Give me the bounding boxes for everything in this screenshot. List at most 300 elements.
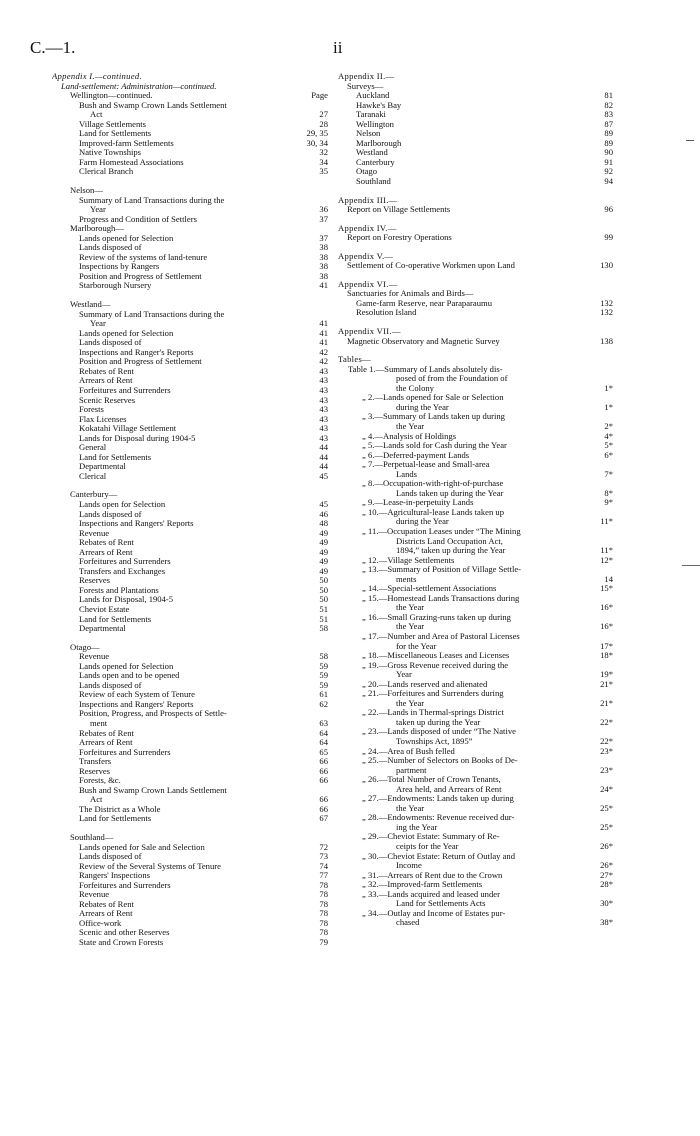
table-dot: . [376, 507, 379, 517]
entry-line [52, 748, 328, 758]
entry-line [52, 215, 328, 225]
page-number: ii [333, 38, 343, 57]
entry-text: Bush and Swamp Crown Lands Settlement [79, 785, 227, 795]
entry-text: Lands disposed of [79, 852, 142, 862]
page-ref: 49 [315, 567, 328, 577]
page-ref: 44 [315, 453, 328, 463]
entry-text: General [79, 443, 107, 453]
entry-text: Departmental [79, 624, 126, 634]
table-number: 8 [367, 479, 373, 489]
entry-line [338, 594, 613, 604]
entry-text: Position, Progress, and Prospects of Settle- [79, 709, 227, 719]
page-ref: 79 [315, 938, 328, 948]
entry-line [338, 101, 613, 111]
entry-line [52, 605, 328, 615]
entry-text: Southland [356, 177, 391, 187]
entry-text: —Special-settlement Associations [378, 584, 497, 594]
table-number: 12 [367, 555, 377, 565]
table-entry [338, 441, 613, 451]
page-ref: 66 [315, 805, 328, 815]
entry-line [52, 928, 328, 938]
entry-line [338, 365, 613, 375]
table-number: 17 [367, 631, 377, 641]
entry-text: —Cheviot Estate: Return of Outlay and [378, 851, 515, 861]
entry-line [338, 794, 613, 804]
entry-text: —Lands sold for Cash during the Year [374, 441, 507, 451]
entry-line [52, 871, 328, 881]
table-dot: . [372, 460, 375, 470]
entry-line [52, 262, 328, 272]
entry-text: Land for Settlements [79, 614, 152, 624]
entry-line [52, 786, 328, 796]
document-code: C.—1. [30, 38, 76, 57]
entry-line [52, 862, 328, 872]
entry-text: the Colony [396, 383, 434, 393]
page-ref: 12* [596, 556, 613, 566]
page-ref: 43 [315, 386, 328, 396]
table-entry [338, 756, 613, 775]
table-entry [338, 565, 613, 584]
entry-text: Land for Settlements [79, 814, 152, 824]
table-prefix: „ [362, 870, 368, 880]
entry-line [338, 82, 613, 92]
entry-text: Summary of Land Transactions during the [79, 309, 225, 319]
table-prefix: „ [362, 498, 368, 508]
page-ref: 91 [600, 158, 613, 168]
table-number: 16 [367, 612, 377, 622]
entry-text: Wellington [356, 119, 394, 129]
entry-text: Marlborough [356, 138, 402, 148]
page-ref: 82 [600, 101, 613, 111]
table-entry [338, 412, 613, 431]
entry-text: Land for Settlements [79, 129, 152, 139]
table-number: 19 [367, 660, 377, 670]
entry-text: Year [90, 205, 106, 215]
entry-line [52, 776, 328, 786]
table-prefix: „ [362, 441, 368, 451]
entry-text: —Lands opened for Sale or Selection [374, 393, 504, 403]
table-entry [338, 451, 613, 461]
entry-text: Position and Progress of Settlement [79, 357, 202, 367]
entry-text: —Summary of Position of Village Settle- [378, 565, 522, 575]
entry-text: Inspections and Rangers' Reports [79, 519, 194, 529]
entry-line [338, 289, 613, 299]
entry-line [338, 527, 613, 537]
table-dot: . [376, 593, 379, 603]
table-number: 34 [367, 908, 377, 918]
entry-line [52, 272, 328, 282]
entry-line [338, 470, 613, 480]
entry-line [52, 376, 328, 386]
spacer [52, 824, 328, 833]
entry-line [338, 196, 613, 206]
entry-line [338, 432, 613, 442]
entry-text: Resolution Island [356, 308, 417, 318]
entry-text: Clerical Branch [79, 167, 134, 177]
entry-line [338, 756, 613, 766]
entry-line [338, 460, 613, 470]
entry-line [338, 622, 613, 632]
entry-line [338, 727, 613, 737]
page-ref: 42 [315, 357, 328, 367]
entry-text: —Homestead Lands Transactions during [378, 593, 520, 603]
entry-line [338, 167, 613, 177]
spacer [338, 215, 613, 224]
entry-text: Progress and Condition of Settlers [79, 214, 197, 224]
page-ref: 77 [315, 871, 328, 881]
page-ref: 5* [600, 441, 613, 451]
page-ref: 36 [315, 205, 328, 215]
table-dot: . [376, 794, 379, 804]
page-ref: 41 [315, 281, 328, 291]
entry-text: Surveys— [347, 81, 384, 91]
entry-line [52, 224, 328, 234]
entry-text: Westland [356, 148, 388, 158]
entry-line [52, 196, 328, 206]
entry-text: —Summary of Lands taken up during [374, 412, 505, 422]
entry-text: —Village Settlements [378, 555, 455, 565]
page-ref: 49 [315, 557, 328, 567]
entry-text: Income [396, 861, 422, 871]
entry-text: —Number and Area of Pastoral Licenses [378, 631, 520, 641]
page-ref: 23* [596, 766, 613, 776]
page-ref: 38 [315, 272, 328, 282]
entry-text: Scenic Reserves [79, 395, 136, 405]
entry-line [338, 909, 613, 919]
table-dot: . [376, 689, 379, 699]
entry-text: —Gross Revenue received during the [378, 660, 509, 670]
table-prefix: „ [362, 555, 368, 565]
page-ref: 66 [315, 767, 328, 777]
entry-text: Land for Settlements Acts [396, 899, 486, 909]
entry-line [338, 852, 613, 862]
entry-line [338, 565, 613, 575]
page-ref: 30* [596, 899, 613, 909]
page-ref: 61 [315, 690, 328, 700]
page-ref: 78 [315, 909, 328, 919]
entry-text: Act [90, 110, 103, 120]
entry-text: Summary of Land Transactions during the [79, 195, 225, 205]
entry-line [52, 681, 328, 691]
entry-line [338, 603, 613, 613]
entry-text: Arrears of Rent [79, 376, 133, 386]
entry-line [52, 586, 328, 596]
entry-text: Lands [396, 469, 418, 479]
spacer [338, 243, 613, 252]
table-entry [338, 871, 613, 881]
entry-text: Arrears of Rent [79, 909, 133, 919]
table-prefix: „ [362, 593, 368, 603]
entry-text: Appendix II.— [338, 72, 395, 81]
entry-line [338, 110, 613, 120]
entry-line [338, 613, 613, 623]
entry-text: Lands for Disposal, 1904-5 [79, 595, 174, 605]
entry-line [52, 386, 328, 396]
entry-line [52, 158, 328, 168]
page-ref: 63 [315, 719, 328, 729]
entry-text: during the Year [396, 402, 449, 412]
page-ref: 64 [315, 729, 328, 739]
entry-text: The District as a Whole [79, 804, 161, 814]
entry-line [52, 148, 328, 158]
entry-text: —Lease-in-perpetuity Lands [374, 498, 474, 508]
page-ref: 78 [315, 900, 328, 910]
margin-mark [686, 140, 694, 141]
page-ref: 89 [600, 129, 613, 139]
page-ref: 58 [315, 624, 328, 634]
table-entry [338, 747, 613, 757]
page-ref: 50 [315, 576, 328, 586]
entry-line [52, 615, 328, 625]
page-ref: 94 [600, 177, 613, 187]
table-prefix: „ [362, 832, 368, 842]
table-entry [338, 794, 613, 813]
entry-text: 1894,” taken up during the Year [396, 546, 506, 556]
page-ref: 17* [596, 642, 613, 652]
entry-text: Review of each System of Tenure [79, 690, 195, 700]
page-ref: 44 [315, 443, 328, 453]
table-number: 24 [367, 746, 377, 756]
table-number: 26 [367, 775, 377, 785]
page-ref: 7* [600, 470, 613, 480]
page-ref: 90 [600, 148, 613, 158]
margin-mark [682, 565, 700, 566]
entry-line [52, 881, 328, 891]
entry-text: Hawke's Bay [356, 100, 402, 110]
page-ref: 38 [315, 262, 328, 272]
entry-text: Lands opened for Selection [79, 233, 174, 243]
entry-line [338, 158, 613, 168]
entry-text: —Area of Bush felled [378, 746, 455, 756]
entry-text: Rebates of Rent [79, 538, 134, 548]
page-column-heading: Page [307, 91, 328, 101]
entry-text: partment [396, 765, 427, 775]
entry-line [52, 510, 328, 520]
table-prefix: „ [362, 431, 368, 441]
entry-line [338, 148, 613, 158]
table-number: 11 [367, 526, 377, 536]
entry-text: ceipts for the Year [396, 842, 459, 852]
entry-text: Nelson— [70, 186, 103, 196]
entry-line [338, 785, 613, 795]
spacer [52, 177, 328, 186]
entry-line [338, 651, 613, 661]
entry-line [52, 767, 328, 777]
entry-text: Forests, &c. [79, 776, 121, 786]
entry-text: Village Settlements [79, 119, 147, 129]
page-ref: 32 [315, 148, 328, 158]
table-dot: . [372, 393, 375, 403]
page-ref: 8* [600, 489, 613, 499]
entry-line [338, 718, 613, 728]
entry-line [52, 186, 328, 196]
entry-line [338, 680, 613, 690]
table-entry [338, 775, 613, 794]
entry-text: Taranaki [356, 110, 386, 120]
entry-text: Canterbury— [70, 490, 118, 500]
entry-text: Office-work [79, 918, 122, 928]
entry-line [338, 441, 613, 451]
entry-text: Appendix III.— [338, 195, 398, 205]
table-entry [338, 508, 613, 527]
entry-text: ment [90, 719, 108, 728]
table-entry [338, 727, 613, 746]
entry-line [338, 537, 613, 547]
page-ref: 27* [596, 871, 613, 881]
page-ref: 132 [596, 308, 613, 318]
entry-line [52, 890, 328, 900]
entry-text: Transfers [79, 757, 112, 767]
entry-text: Wellington—continued. [70, 91, 153, 101]
entry-line [52, 833, 328, 843]
page-ref: 78 [315, 881, 328, 891]
entry-line [52, 805, 328, 815]
page-ref: 38* [596, 918, 613, 928]
entry-text: Lands open for Selection [79, 499, 166, 509]
entry-line [338, 708, 613, 718]
page-ref: 14 [600, 575, 613, 585]
entry-line [52, 852, 328, 862]
page-ref: 21* [596, 699, 613, 709]
page-ref: 96 [600, 205, 613, 215]
table-number: 30 [367, 851, 377, 861]
entry-text: Starborough Nursery [79, 281, 152, 291]
entry-text: Sanctuaries for Animals and Birds— [347, 289, 474, 299]
page-ref: 130 [596, 261, 613, 271]
entry-line [338, 252, 613, 262]
entry-text: Forests and Plantations [79, 585, 159, 595]
spacer [338, 271, 613, 280]
entry-line [52, 938, 328, 948]
entry-line [52, 129, 328, 139]
table-number: 21 [367, 689, 377, 699]
table-number: 2 [367, 393, 373, 403]
entry-line [338, 661, 613, 671]
page-ref: 41 [315, 319, 328, 329]
table-dot: . [376, 880, 379, 890]
table-dot: . [373, 364, 376, 374]
table-dot: . [376, 612, 379, 622]
page-ref: 4* [600, 432, 613, 442]
table-prefix: „ [362, 708, 368, 718]
page-ref: 21* [596, 680, 613, 690]
entry-line [52, 595, 328, 605]
table-dot: . [376, 631, 379, 641]
entry-line [52, 253, 328, 263]
entry-line [338, 412, 613, 422]
entry-text: Settlement of Co-operative Workmen upon Land [347, 261, 515, 271]
page-ref: 25* [596, 823, 613, 833]
entry-text: the Year [396, 421, 425, 431]
entry-line [52, 671, 328, 681]
entry-line [52, 434, 328, 444]
page-ref: 66 [315, 795, 328, 805]
table-number: 32 [367, 880, 377, 890]
page-ref: 19* [596, 670, 613, 680]
entry-line [338, 224, 613, 234]
entry-line [338, 337, 613, 347]
entry-text: Clerical [79, 471, 107, 481]
page-ref: 132 [596, 299, 613, 309]
entry-text: —Occupation-with-right-of-purchase [374, 479, 504, 489]
entry-line [52, 900, 328, 910]
entry-line [338, 823, 613, 833]
page-ref: 59 [315, 671, 328, 681]
entry-line [52, 82, 328, 92]
entry-text: Magnetic Observatory and Magnetic Survey [347, 336, 500, 346]
entry-line [52, 548, 328, 558]
table-prefix: „ [362, 450, 368, 460]
entry-text: Rangers' Inspections [79, 871, 150, 881]
entry-line [52, 719, 328, 729]
entry-text: Transfers and Exchanges [79, 566, 166, 576]
page-ref: 41 [315, 329, 328, 339]
entry-line [338, 689, 613, 699]
entry-text: Inspections and Ranger's Reports [79, 347, 194, 357]
page-ref: 89 [600, 139, 613, 149]
table-number: 4 [367, 431, 373, 441]
page-ref: 27 [315, 110, 328, 120]
page-ref: 29, 35 [303, 129, 328, 139]
page-ref: 92 [600, 167, 613, 177]
entry-text: —Miscellaneous Leases and Licenses [378, 651, 510, 661]
table-prefix: „ [362, 479, 368, 489]
table-prefix: „ [362, 908, 368, 918]
spacer [52, 481, 328, 490]
entry-line [338, 261, 613, 271]
page-ref: 30, 34 [303, 139, 328, 149]
entry-line [52, 757, 328, 767]
entry-text: Tables— [338, 355, 372, 365]
table-prefix: „ [362, 412, 368, 422]
table-dot: . [372, 431, 375, 441]
page-ref: 59 [315, 681, 328, 691]
table-entry [338, 708, 613, 727]
page-ref: 11* [596, 546, 613, 556]
entry-line [52, 709, 328, 719]
page-ref: 50 [315, 595, 328, 605]
entry-line [52, 729, 328, 739]
page-ref: 38 [315, 243, 328, 253]
entry-text: —Lands acquired and leased under [378, 889, 500, 899]
table-dot: . [376, 526, 379, 536]
table-dot: . [376, 727, 379, 737]
table-dot: . [376, 832, 379, 842]
entry-text: taken up during the Year [396, 717, 481, 727]
table-number: 7 [367, 460, 373, 470]
entry-line [52, 738, 328, 748]
entry-line [52, 243, 328, 253]
page-ref: 81 [600, 91, 613, 101]
table-prefix: „ [362, 612, 368, 622]
entry-text: Review of the Several Systems of Tenure [79, 861, 221, 871]
table-dot: . [376, 889, 379, 899]
entry-text: the Year [396, 603, 425, 613]
table-prefix: „ [362, 851, 368, 861]
entry-text: —Lands disposed of under “The Native [378, 727, 516, 737]
page-ref: 15* [596, 584, 613, 594]
entry-line [338, 451, 613, 461]
page-ref: 35 [315, 167, 328, 177]
page-ref: 49 [315, 538, 328, 548]
entry-line [52, 643, 328, 653]
table-number: 28 [367, 813, 377, 823]
table-entry [338, 460, 613, 479]
entry-line [52, 139, 328, 149]
page-ref: 64 [315, 738, 328, 748]
entry-line [338, 804, 613, 814]
entry-line [338, 899, 613, 909]
